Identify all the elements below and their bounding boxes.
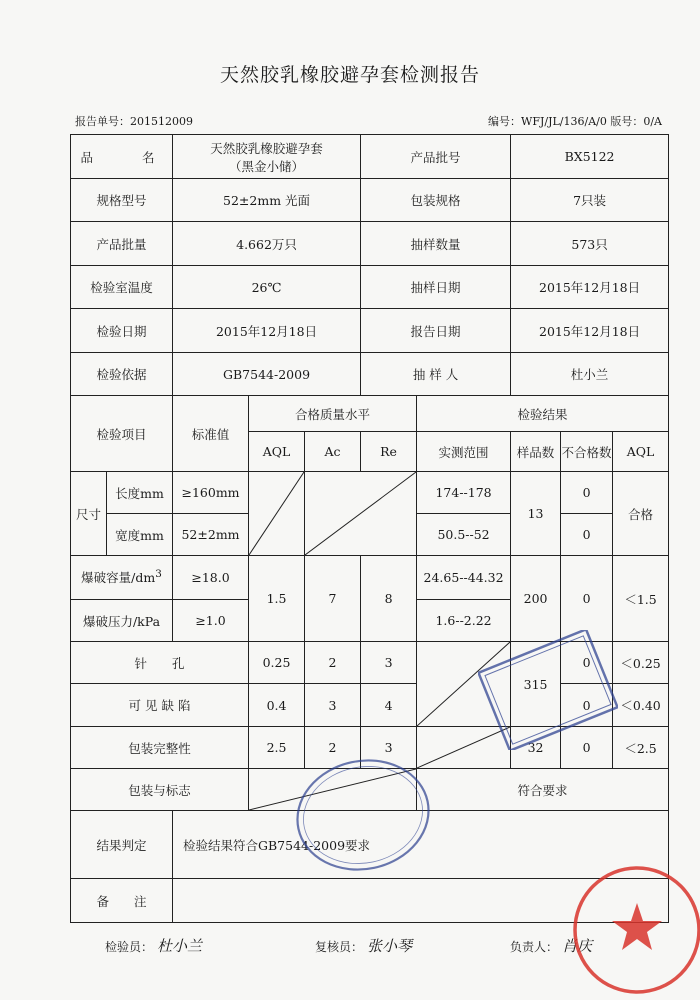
- reviewer-signature: 张小琴: [367, 937, 413, 955]
- spec-label: 规格型号: [71, 179, 173, 222]
- sampler-value: 杜小兰: [511, 353, 669, 396]
- header-re: Re: [361, 432, 417, 472]
- pinhole-ac: 2: [305, 642, 361, 684]
- pack-samples: 32: [511, 727, 561, 769]
- width-range: 50.5--52: [417, 514, 511, 556]
- sample-qty-value: 573只: [511, 222, 669, 266]
- visible-samples: 315: [511, 642, 561, 727]
- header-fail-count: 不合格数: [561, 432, 613, 472]
- table-row: [71, 353, 669, 396]
- conclusion-label: 结果判定: [71, 811, 173, 879]
- table-row: [71, 472, 669, 514]
- table-row: [71, 879, 669, 923]
- size-ac-re-empty: [305, 472, 417, 556]
- pinhole-label: 针 孔: [71, 642, 249, 684]
- conclusion-value: 检验结果符合GB7544-2009要求: [173, 811, 669, 879]
- temp-value: 26℃: [173, 266, 361, 309]
- batch-label: 产品批号: [361, 135, 511, 179]
- inspection-report-table: [70, 134, 669, 923]
- sample-qty-label: 抽样数量: [361, 222, 511, 266]
- sample-date-value: 2015年12月18日: [511, 266, 669, 309]
- table-row: [71, 135, 669, 179]
- size-result: 合格: [613, 472, 669, 556]
- header-sample-count: 样品数: [511, 432, 561, 472]
- manager-signature: 肖庆: [562, 937, 593, 955]
- package-value: 7只装: [511, 179, 669, 222]
- diagonal-strike: [249, 769, 416, 810]
- label-result: 符合要求: [417, 769, 669, 811]
- inspector-signature-line: [105, 935, 202, 956]
- product-name-cell: [173, 135, 361, 179]
- size-aql-empty: [249, 472, 305, 556]
- header-aql: AQL: [249, 432, 305, 472]
- burst-ac: 7: [305, 556, 361, 642]
- defect-ac: 3: [305, 684, 361, 727]
- table-row: [71, 556, 669, 600]
- spec-value: 52±2mm 光面: [173, 179, 361, 222]
- table-row: [71, 769, 669, 811]
- pack-label: 包装完整性: [71, 727, 249, 769]
- table-row: [71, 309, 669, 353]
- defect-result: ＜0.40: [613, 684, 669, 727]
- basis-value: GB7544-2009: [173, 353, 361, 396]
- qty-value: 4.662万只: [173, 222, 361, 266]
- inspector-label: 检验员：: [105, 940, 154, 954]
- table-row: [71, 179, 669, 222]
- product-label: 品 名: [71, 135, 173, 179]
- remarks-value: [173, 879, 669, 923]
- reviewer-signature-line: [315, 935, 412, 956]
- table-row: [71, 811, 669, 879]
- table-row: [71, 266, 669, 309]
- temp-label: 检验室温度: [71, 266, 173, 309]
- burst-volume-standard: ≥18.0: [173, 556, 249, 600]
- report-number: 报告单号：201512009: [75, 115, 193, 128]
- pinhole-aql: 0.25: [249, 642, 305, 684]
- report-title: 天然胶乳橡胶避孕套检测报告: [219, 64, 480, 86]
- burst-re: 8: [361, 556, 417, 642]
- size-group-label: 尺寸: [71, 472, 107, 556]
- diagonal-strike: [417, 727, 510, 768]
- length-standard: ≥160mm: [173, 472, 249, 514]
- diagonal-strike: [305, 472, 416, 555]
- table-header-row: [71, 396, 669, 432]
- pinhole-fail: 0: [561, 642, 613, 684]
- burst-pressure-label: 爆破压力/kPa: [71, 600, 173, 642]
- length-range: 174--178: [417, 472, 511, 514]
- qty-label: 产品批量: [71, 222, 173, 266]
- size-samples: 13: [511, 472, 561, 556]
- burst-samples: 200: [511, 556, 561, 642]
- header-range: 实测范围: [417, 432, 511, 472]
- manager-signature-line: [510, 935, 592, 956]
- test-date-label: 检验日期: [71, 309, 173, 353]
- burst-pressure-range: 1.6--2.22: [417, 600, 511, 642]
- sample-date-label: 抽样日期: [361, 266, 511, 309]
- table-row: [71, 727, 669, 769]
- manager-label: 负责人：: [510, 940, 559, 954]
- defect-re: 4: [361, 684, 417, 727]
- table-row: [71, 684, 669, 727]
- burst-aql: 1.5: [249, 556, 305, 642]
- header-standard: 标准值: [173, 396, 249, 472]
- batch-value: BX5122: [511, 135, 669, 179]
- burst-volume-range: 24.65--44.32: [417, 556, 511, 600]
- label-label: 包装与标志: [71, 769, 249, 811]
- report-date-value: 2015年12月18日: [511, 309, 669, 353]
- visible-range-empty: [417, 642, 511, 727]
- remarks-label: 备 注: [71, 879, 173, 923]
- reviewer-label: 复核员：: [315, 940, 364, 954]
- width-label: 宽度mm: [107, 514, 173, 556]
- pack-fail: 0: [561, 727, 613, 769]
- diagonal-strike: [249, 472, 304, 555]
- burst-volume-label: [71, 556, 173, 600]
- burst-result: ＜1.5: [613, 556, 669, 642]
- length-label: 长度mm: [107, 472, 173, 514]
- burst-volume-text: 爆破容量/dm: [81, 570, 156, 586]
- pack-result: ＜2.5: [613, 727, 669, 769]
- defect-fail: 0: [561, 684, 613, 727]
- width-standard: 52±2mm: [173, 514, 249, 556]
- header-ac: Ac: [305, 432, 361, 472]
- burst-fail: 0: [561, 556, 613, 642]
- inspector-signature: 杜小兰: [157, 937, 203, 955]
- header-item: 检验项目: [71, 396, 173, 472]
- defect-aql: 0.4: [249, 684, 305, 727]
- basis-label: 检验依据: [71, 353, 173, 396]
- burst-volume-sup: 3: [155, 568, 162, 581]
- product-name: 天然胶乳橡胶避孕套: [210, 140, 323, 156]
- header-aql-result: AQL: [613, 432, 669, 472]
- report-date-label: 报告日期: [361, 309, 511, 353]
- table-row: [71, 222, 669, 266]
- width-fail: 0: [561, 514, 613, 556]
- pack-aql: 2.5: [249, 727, 305, 769]
- pack-ac: 2: [305, 727, 361, 769]
- pinhole-re: 3: [361, 642, 417, 684]
- pack-range-empty: [417, 727, 511, 769]
- pack-re: 3: [361, 727, 417, 769]
- burst-pressure-standard: ≥1.0: [173, 600, 249, 642]
- header-quality-level: 合格质量水平: [249, 396, 417, 432]
- document-number: 编号：WFJ/JL/136/A/0 版号：0/A: [488, 115, 662, 128]
- label-quality-empty: [249, 769, 417, 811]
- diagonal-strike: [417, 642, 510, 726]
- header-result: 检验结果: [417, 396, 669, 432]
- length-fail: 0: [561, 472, 613, 514]
- package-label: 包装规格: [361, 179, 511, 222]
- sampler-label: 抽 样 人: [361, 353, 511, 396]
- defect-label: 可 见 缺 陷: [71, 684, 249, 727]
- test-date-value: 2015年12月18日: [173, 309, 361, 353]
- product-name-sub: （黑金小储）: [229, 158, 305, 174]
- table-row: [71, 642, 669, 684]
- pinhole-result: ＜0.25: [613, 642, 669, 684]
